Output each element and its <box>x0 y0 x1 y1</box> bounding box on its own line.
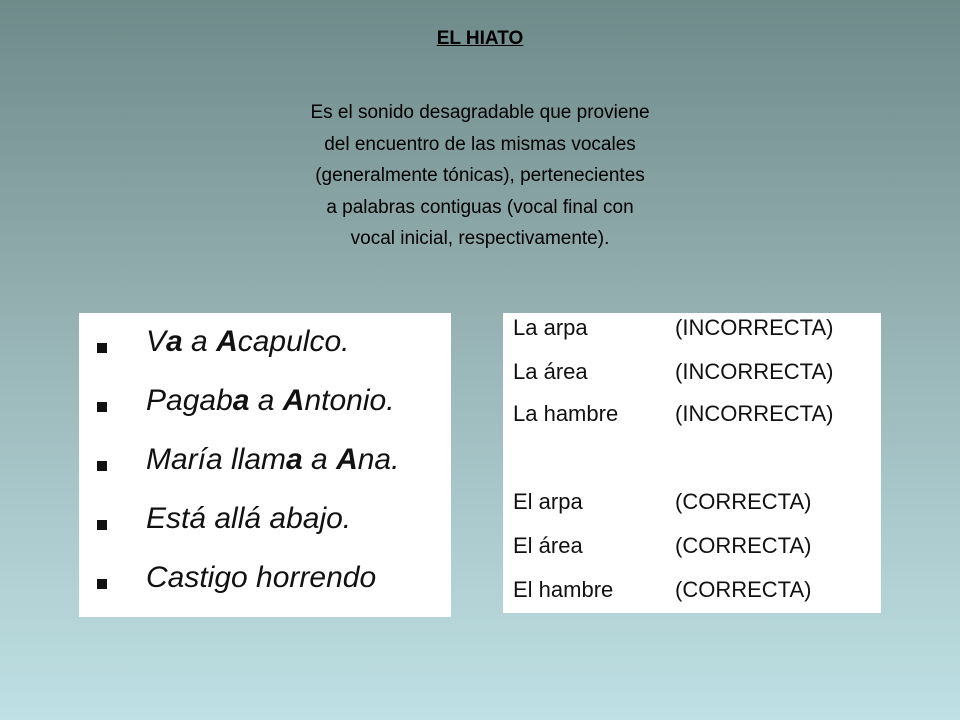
correctness-label: (CORRECTA) <box>675 577 812 602</box>
article-word: El arpa <box>513 489 583 514</box>
bullet-icon <box>97 579 107 589</box>
table-row <box>503 577 881 611</box>
definition-text <box>250 97 710 255</box>
example-text: Castigo horrendo <box>146 561 377 594</box>
bullet-icon <box>97 402 107 412</box>
article-word: La arpa <box>513 315 588 340</box>
definition-line: vocal inicial, respectivamente). <box>350 228 610 249</box>
examples-panel <box>79 313 451 617</box>
article-word: El hambre <box>513 577 614 602</box>
correctness-label: (INCORRECTA) <box>675 315 834 340</box>
bullet-icon <box>97 461 107 471</box>
correctness-label: (INCORRECTA) <box>675 359 834 384</box>
table-row <box>503 359 881 393</box>
example-text: Pagaba a Antonio. <box>146 384 395 417</box>
article-word: La área <box>513 359 588 384</box>
article-table <box>503 313 881 613</box>
example-item <box>79 437 451 487</box>
correctness-label: (CORRECTA) <box>675 489 812 514</box>
page-title: EL HIATO <box>436 28 524 49</box>
article-word: El área <box>513 533 583 558</box>
table-row <box>503 401 881 435</box>
correctness-label: (CORRECTA) <box>675 533 812 558</box>
example-item <box>79 555 451 605</box>
example-item <box>79 319 451 369</box>
bullet-icon <box>97 343 107 353</box>
example-text: María llama a Ana. <box>146 443 400 476</box>
example-text: Va a Acapulco. <box>146 325 350 358</box>
table-row <box>503 489 881 523</box>
example-item <box>79 378 451 428</box>
correctness-label: (INCORRECTA) <box>675 401 834 426</box>
example-text: Está allá abajo. <box>146 502 352 535</box>
definition-line: del encuentro de las mismas vocales <box>324 133 636 155</box>
definition-line: Es el sonido desagradable que proviene <box>310 102 650 123</box>
definition-line: a palabras contiguas (vocal final con <box>326 196 634 218</box>
bullet-icon <box>97 520 107 530</box>
definition-line: (generalmente tónicas), pertenecientes <box>315 165 645 186</box>
table-row <box>503 533 881 567</box>
table-row <box>503 315 881 349</box>
article-word: La hambre <box>513 401 619 426</box>
example-item <box>79 496 451 546</box>
